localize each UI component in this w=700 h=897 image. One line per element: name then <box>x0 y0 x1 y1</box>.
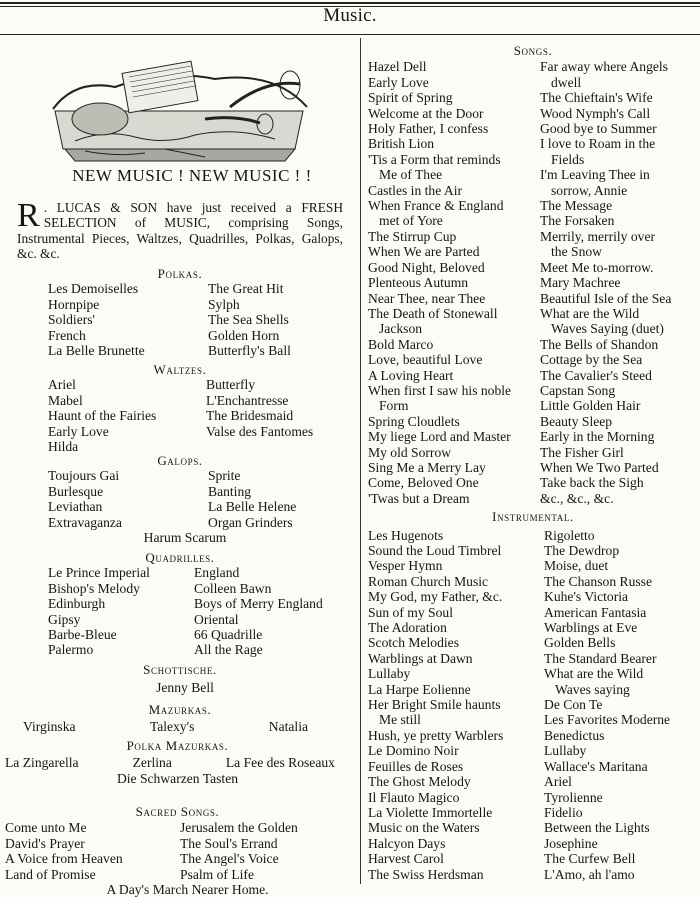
category-heading: Waltzes. <box>153 362 207 377</box>
list-item: Cottage by the Sea <box>540 352 643 368</box>
list-item: Wallace's Maritana <box>544 758 648 774</box>
category-heading: Polka Mazurkas. <box>126 738 229 753</box>
list-item: Fields <box>551 151 585 167</box>
list-item: La Violette Immortelle <box>368 804 493 820</box>
list-item: When France & England <box>368 198 504 214</box>
list-item: Form <box>379 398 409 414</box>
list-item: The Adoration <box>368 620 447 636</box>
list-item: Roman Church Music <box>368 573 489 589</box>
instrumental-column-2 <box>544 528 698 882</box>
list-item: A Day's March Nearer Home. <box>106 882 269 897</box>
list-item: Welcome at the Door <box>368 105 484 121</box>
announcement <box>17 197 343 262</box>
list-item: Hush, ye pretty Warblers <box>368 727 504 743</box>
list-item: Lullaby <box>544 743 587 759</box>
list-item: Wood Nymph's Call <box>540 105 651 121</box>
list-item: Golden Horn <box>208 327 280 343</box>
list-item: the Snow <box>551 244 602 260</box>
list-item: A Voice from Heaven <box>5 851 123 867</box>
polkas-list <box>15 281 345 358</box>
list-item: Waves saying <box>555 681 630 697</box>
list-item: Les Demoiselles <box>48 281 139 297</box>
list-item: David's Prayer <box>5 835 85 851</box>
waltzes-list <box>15 377 345 454</box>
list-item: Halcyon Days <box>368 835 446 851</box>
list-item: Boys of Merry England <box>194 596 323 612</box>
list-item: Fidelio <box>544 804 583 820</box>
list-item: Natalia <box>268 719 308 735</box>
list-item: I love to Roam in the <box>540 136 656 152</box>
list-item: Zerlina <box>132 755 172 771</box>
list-item: Mary Machree <box>540 275 621 291</box>
list-item: All the Rage <box>194 642 263 658</box>
announcement-text: . LUCAS & SON have just received a FRESH SELECTION of MUSIC, comprising Songs, Instrumental Pieces, Waltzes, Quadrilles, Polkas, Galops, &c. &c. <box>17 200 343 262</box>
list-item: Harum Scarum <box>143 530 227 546</box>
list-item: Vesper Hymn <box>368 558 443 574</box>
list-item: Between the Lights <box>544 820 650 836</box>
list-item: Psalm of Life <box>180 866 254 882</box>
list-item: Leviathan <box>48 499 103 515</box>
list-item: The Soul's Errand <box>180 835 278 851</box>
list-item: Organ Grinders <box>208 514 293 530</box>
list-item: Lullaby <box>368 666 411 682</box>
list-item: Bishop's Melody <box>48 580 140 596</box>
list-item: Feuilles de Roses <box>368 758 464 774</box>
list-item: Kuhe's Victoria <box>544 589 629 605</box>
drop-cap: R <box>17 197 40 234</box>
list-item: The Standard Bearer <box>544 650 657 666</box>
list-item: What are the Wild <box>544 666 644 682</box>
category-heading: Galops. <box>157 453 203 468</box>
polkas-section <box>15 266 345 358</box>
list-item: Banting <box>208 483 252 499</box>
header-rule <box>0 34 700 35</box>
list-item: Meet Me to-morrow. <box>540 259 654 275</box>
list-item: Josephine <box>544 835 598 851</box>
songs-column-1 <box>368 59 540 506</box>
list-item: Good bye to Summer <box>540 121 657 137</box>
list-item: Colleen Bawn <box>194 580 272 596</box>
mazurkas-list <box>23 719 308 734</box>
list-item: The Chanson Russe <box>544 573 652 589</box>
page-header <box>0 0 700 36</box>
list-item: L'Amo, ah l'amo <box>544 866 635 882</box>
list-item: The Curfew Bell <box>544 851 636 867</box>
list-item: Le Prince Imperial <box>48 565 150 581</box>
list-item: Jackson <box>379 321 423 337</box>
list-item: The Bridesmaid <box>206 408 294 424</box>
list-item: Love, beautiful Love <box>368 352 483 368</box>
list-item: Sprite <box>208 468 241 484</box>
list-item: The Dewdrop <box>544 543 620 558</box>
list-item: The Forsaken <box>540 213 615 229</box>
list-item: Near Thee, near Thee <box>368 290 486 306</box>
songs-column-2 <box>540 59 698 506</box>
list-item: Her Bright Smile haunts <box>368 697 501 713</box>
list-item: Les Hugenots <box>368 527 444 543</box>
list-item: Good Night, Beloved <box>368 259 485 275</box>
list-item: The Stirrup Cup <box>368 228 457 244</box>
list-item: When We Two Parted <box>540 459 659 475</box>
list-item: Warblings at Eve <box>544 620 638 636</box>
instrumental-list <box>368 528 698 882</box>
list-item: The Ghost Melody <box>368 774 471 790</box>
list-item: met of Yore <box>379 213 443 229</box>
list-item: &c., &c., &c. <box>540 490 614 506</box>
list-item: Scotch Melodies <box>368 635 459 651</box>
list-item: La Belle Helene <box>208 499 297 515</box>
column-divider <box>360 38 361 884</box>
list-item: The Death of Stonewall <box>368 305 498 321</box>
list-item: American Fantasia <box>544 604 647 620</box>
mazurkas-section <box>15 702 345 735</box>
list-item: The Great Hit <box>208 281 284 297</box>
polka-mazurkas-list <box>5 755 335 770</box>
list-item: What are the Wild <box>540 305 640 321</box>
list-item: Butterfly <box>206 377 256 393</box>
list-item: dwell <box>551 74 582 90</box>
list-item: Plenteous Autumn <box>368 275 469 291</box>
category-heading: Polkas. <box>157 266 203 281</box>
list-item: Hazel Dell <box>368 59 427 75</box>
list-item: Butterfly's Ball <box>208 343 291 359</box>
instrumental-column-1 <box>368 528 544 882</box>
list-item: Les Favorites Moderne <box>544 712 671 728</box>
list-item: Beauty Sleep <box>540 413 613 429</box>
list-item: Edinburgh <box>48 596 106 612</box>
list-item: Tyrolienne <box>544 789 603 805</box>
list-item: Die Schwarzen Tasten <box>116 770 239 786</box>
list-item: Le Domino Noir <box>368 743 459 759</box>
category-heading: Sacred Songs. <box>135 804 220 819</box>
list-item: A Loving Heart <box>368 367 454 383</box>
polka-mazurkas-section <box>5 738 350 786</box>
list-item: British Lion <box>368 136 435 152</box>
music-instruments-engraving <box>45 49 315 167</box>
list-item: sorrow, Annie <box>551 182 628 198</box>
list-item: La Zingarella <box>5 755 79 771</box>
list-item: The Swiss Herdsman <box>368 866 484 882</box>
list-item: Merrily, merrily over <box>540 228 656 244</box>
list-item: La Harpe Eolienne <box>368 681 471 697</box>
category-heading: Mazurkas. <box>148 702 212 717</box>
list-item: Talexy's <box>149 719 195 735</box>
list-item: Moise, duet <box>544 558 609 574</box>
list-item: Soldiers' <box>48 312 96 328</box>
list-item: Valse des Fantomes <box>206 423 314 439</box>
sacred-songs-list <box>5 820 350 882</box>
songs-list <box>368 59 698 506</box>
list-item: Gipsy <box>48 611 81 627</box>
galops-section <box>15 453 345 545</box>
headline: NEW MUSIC ! NEW MUSIC ! ! <box>72 166 312 185</box>
list-item: Far away where Angels <box>540 59 668 75</box>
quadrilles-list <box>15 565 345 657</box>
list-item: Burlesque <box>48 483 104 499</box>
list-item: Ariel <box>48 377 76 393</box>
list-item: The Message <box>540 198 613 214</box>
list-item: Take back the Sigh <box>540 475 644 491</box>
list-item: Come, Beloved One <box>368 475 479 491</box>
list-item: Ariel <box>544 774 572 790</box>
list-item: My old Sorrow <box>368 444 452 460</box>
list-item: Bold Marco <box>368 336 434 352</box>
list-item: Early Love <box>48 423 109 439</box>
section-title: Music. <box>323 5 377 26</box>
list-item: Little Golden Hair <box>540 398 641 414</box>
list-item: Early in the Morning <box>540 429 655 445</box>
list-item: Extravaganza <box>48 514 122 530</box>
galops-list <box>15 468 345 530</box>
list-item: The Fisher Girl <box>540 444 624 460</box>
list-item: Harvest Carol <box>368 851 444 867</box>
category-heading: Instrumental. <box>492 509 574 525</box>
right-column <box>368 43 698 882</box>
list-item: I'm Leaving Thee in <box>540 167 650 183</box>
list-item: L'Enchantresse <box>206 392 289 408</box>
list-item: Benedictus <box>544 727 605 743</box>
waltzes-section <box>15 362 345 454</box>
list-item: Me still <box>379 712 421 728</box>
list-item: Toujours Gai <box>48 468 120 484</box>
list-item: 66 Quadrille <box>194 627 263 643</box>
list-item: French <box>48 327 86 343</box>
list-item: Virginska <box>23 719 76 735</box>
list-item: Beautiful Isle of the Sea <box>540 290 672 306</box>
list-item: De Con Te <box>544 697 603 713</box>
list-item: The Angel's Voice <box>180 851 279 867</box>
list-item: Jenny Bell <box>156 680 214 696</box>
list-item: Barbe-Bleue <box>48 627 117 643</box>
category-heading: Schottische. <box>143 662 217 677</box>
list-item: Holy Father, I confess <box>368 121 489 137</box>
list-item: My liege Lord and Master <box>368 429 511 445</box>
list-item: When We are Parted <box>368 244 480 260</box>
list-item: Warblings at Dawn <box>368 650 473 666</box>
list-item: Il Flauto Magico <box>368 789 460 805</box>
list-item: Rigoletto <box>544 527 595 543</box>
list-item: Waves Saying (duet) <box>551 321 664 337</box>
list-item: The Sea Shells <box>208 312 289 328</box>
list-item: Spring Cloudlets <box>368 413 460 429</box>
list-item: Music on the Waters <box>368 820 480 836</box>
list-item: The Chieftain's Wife <box>540 90 653 106</box>
sacred-songs-section <box>5 804 350 897</box>
list-item: Land of Promise <box>5 866 96 882</box>
list-item: La Fee des Roseaux <box>225 755 335 771</box>
list-item: England <box>194 565 240 581</box>
list-item: Sylph <box>208 296 240 312</box>
list-item: 'Twas but a Dream <box>368 490 470 506</box>
list-item: Sun of my Soul <box>368 604 453 620</box>
list-item: Golden Bells <box>544 635 616 651</box>
list-item: When first I saw his noble <box>368 382 512 398</box>
list-item: Me of Thee <box>379 167 443 183</box>
list-item: Mabel <box>48 392 83 408</box>
list-item: The Cavalier's Steed <box>540 367 652 383</box>
list-item: Sound the Loud Timbrel <box>368 543 502 558</box>
quadrilles-section <box>15 550 345 658</box>
list-item: Sing Me a Merry Lay <box>368 459 486 475</box>
list-item: Capstan Song <box>540 382 616 398</box>
list-item: Palermo <box>48 642 94 658</box>
list-item: Hornpipe <box>48 296 100 312</box>
list-item: The Bells of Shandon <box>540 336 659 352</box>
list-item: Spirit of Spring <box>368 90 453 106</box>
list-item: My God, my Father, &c. <box>368 589 503 605</box>
category-heading: Quadrilles. <box>145 550 215 565</box>
header-rule <box>0 2 700 4</box>
list-item: 'Tis a Form that reminds <box>368 151 501 167</box>
list-item: Castles in the Air <box>368 182 463 198</box>
list-item: Come unto Me <box>5 820 87 836</box>
list-item: Haunt of the Fairies <box>48 408 157 424</box>
list-item: Early Love <box>368 74 429 90</box>
list-item: La Belle Brunette <box>48 343 145 359</box>
list-item: Oriental <box>194 611 239 627</box>
schottische-section <box>15 662 345 696</box>
list-item: Jerusalem the Golden <box>180 820 298 836</box>
list-item: Hilda <box>48 439 79 455</box>
category-heading: Songs. <box>513 43 553 58</box>
